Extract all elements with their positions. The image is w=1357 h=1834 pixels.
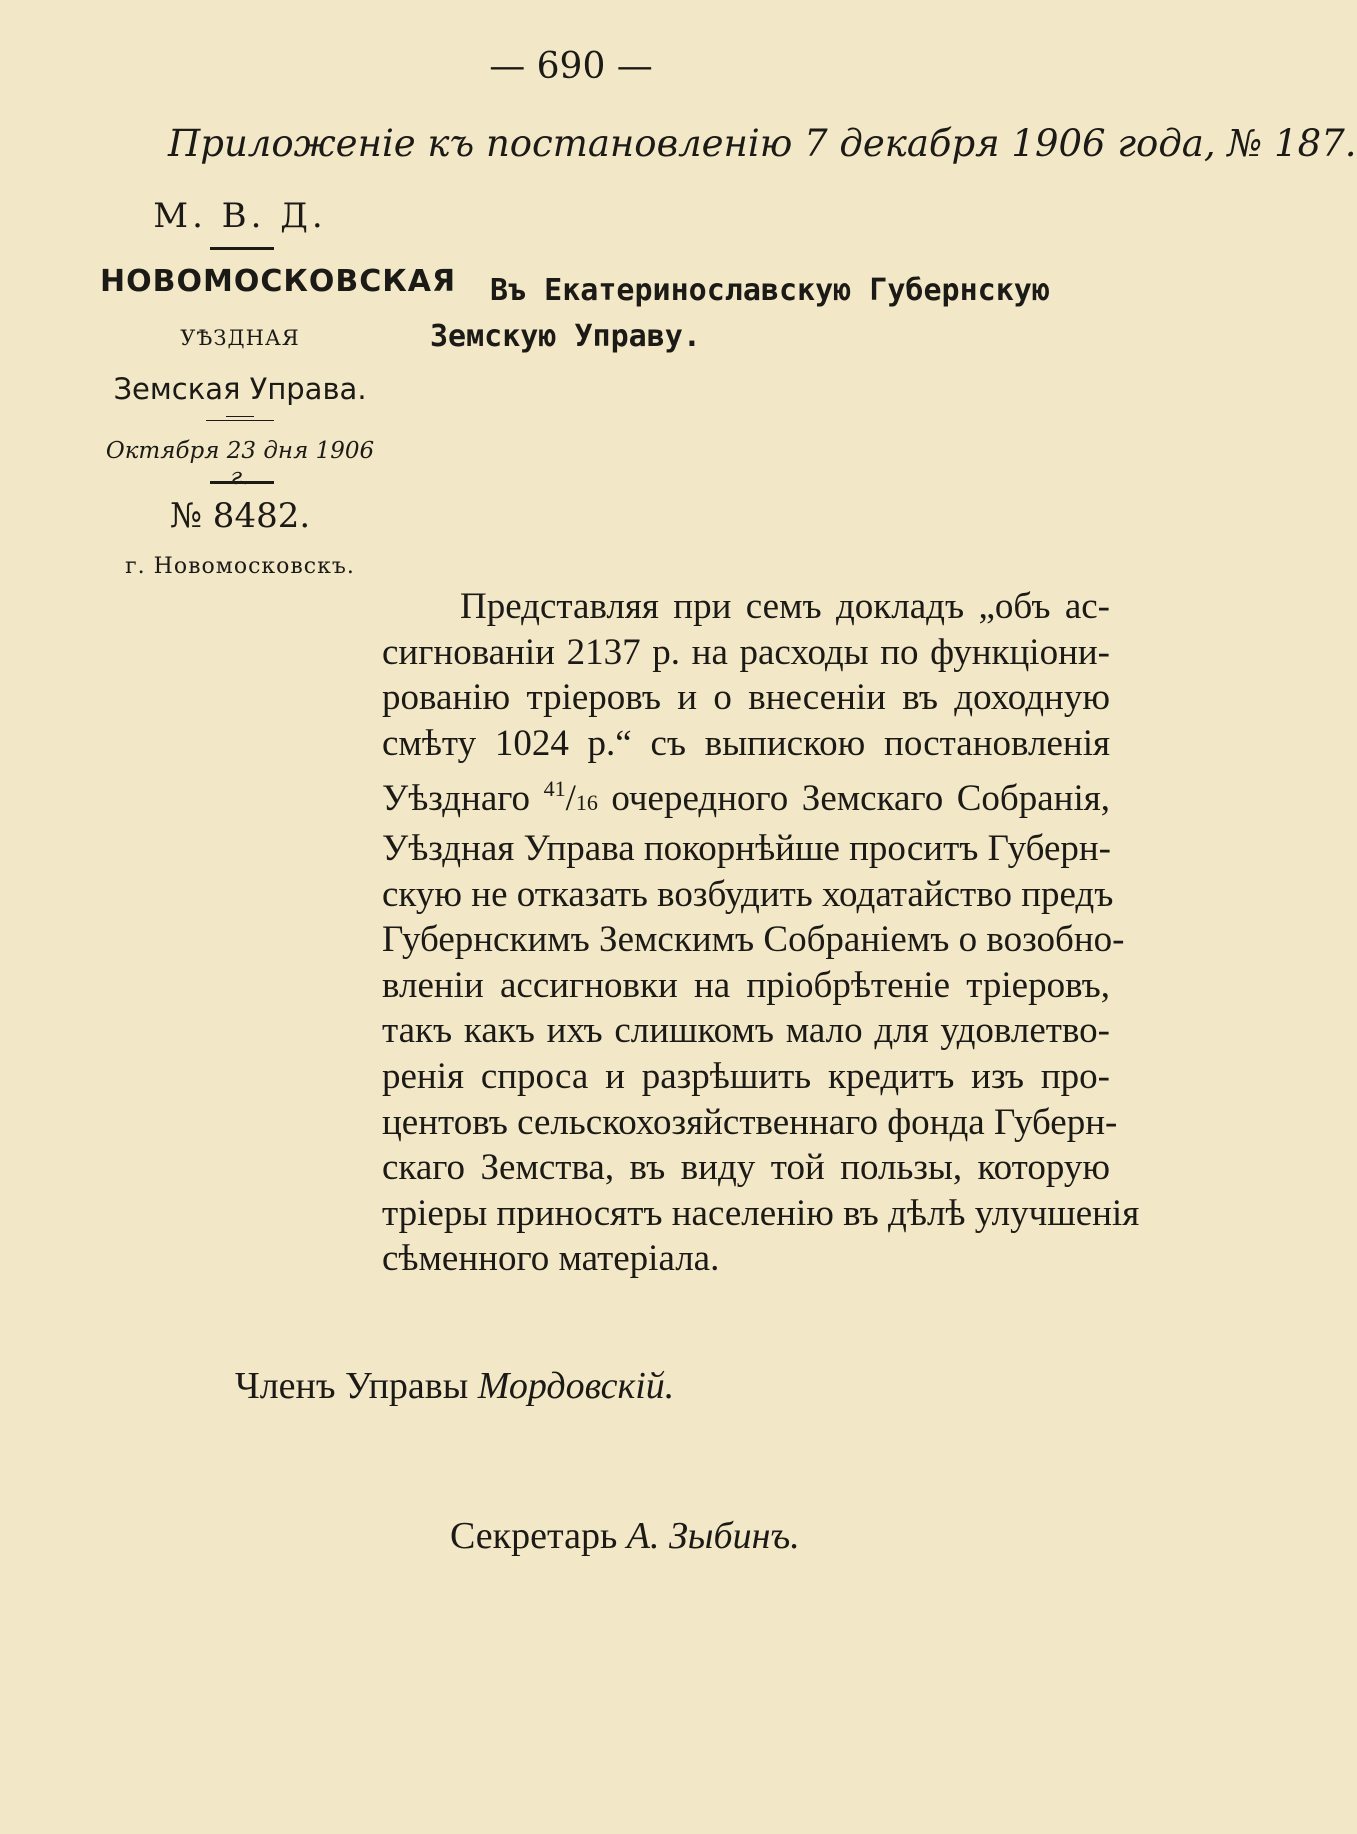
body-line: рованію тріеровъ и о внесеніи въ доходную [382, 677, 1110, 719]
body-line: смѣту 1024 р.“ съ выпискою постановленія [382, 722, 1110, 764]
session-numerator: 41 [543, 776, 566, 802]
addressee [430, 268, 1120, 360]
body-line: скую не отказать возбудить ходатайство предъ [382, 873, 1114, 915]
letter-body [382, 584, 1140, 1282]
body-line: сѣменного матеріала. [382, 1238, 720, 1280]
secretary-name: А. Зыбинъ. [626, 1515, 800, 1557]
divider-rule-2 [210, 481, 274, 484]
member-title: Членъ Управы [235, 1365, 469, 1407]
appendix-heading: Приложеніе къ постановленію 7 декабря 1906 года, № 187. [168, 122, 1357, 165]
session-prefix: Уѣзднаго [382, 778, 531, 820]
ministry-abbreviation: М. В. Д. [153, 196, 327, 236]
body-line: тріеры приносятъ населенію въ дѣлѣ улучшенія [382, 1192, 1140, 1234]
session-text: очередного Земскаго Собранія, [611, 778, 1110, 820]
session-denominator: 16 [575, 790, 598, 816]
body-line: вленіи ассигновки на пріобрѣтеніе тріеровъ, [382, 964, 1110, 1006]
addressee-line-1: Въ Екатеринославскую Губернскую [490, 273, 1050, 308]
sender-organization: НОВОМОСКОВСКАЯ [100, 264, 457, 299]
sender-district: УѢЗДНАЯ [180, 326, 300, 350]
body-line: скаго Земства, въ виду той пользы, которую [382, 1147, 1110, 1189]
body-line: ренія спроса и разрѣшить кредитъ изъ про- [382, 1055, 1110, 1097]
body-line: такъ какъ ихъ слишкомъ мало для удовлетво- [382, 1010, 1110, 1052]
member-name: Мордовскій. [477, 1365, 675, 1407]
body-line: сигнованіи 2137 р. на расходы по функціони- [382, 631, 1110, 673]
secretary-signature [450, 1514, 800, 1558]
reference-number: № 8482. [169, 496, 311, 536]
ornament-rule [206, 420, 274, 421]
sender-place: г. Новомосковскъ. [125, 554, 355, 579]
body-line: Губернскимъ Земскимъ Собраніемъ о возобно- [382, 919, 1125, 961]
sender-board: Земская Управа. [113, 372, 367, 406]
body-line: центовъ сельскохозяйственнаго фонда Губерн- [382, 1101, 1118, 1143]
member-signature [235, 1364, 674, 1408]
page-number: — 690 — [489, 46, 653, 87]
divider-rule [210, 247, 274, 250]
body-line-session: Уѣзднаго $^{41}$/16 очередного Земскаго Собранія, [382, 776, 1110, 820]
ornament-rule-short [226, 416, 254, 417]
body-line: Уѣздная Управа покорнѣйше проситъ Губерн- [382, 827, 1111, 869]
body-line: Представляя при семъ докладъ „объ ас- [460, 586, 1110, 627]
addressee-line-2: Земскую Управу. [430, 319, 701, 354]
letter-date: Октября 23 дня 1906 г. [105, 438, 375, 490]
secretary-title: Секретарь [450, 1515, 618, 1557]
